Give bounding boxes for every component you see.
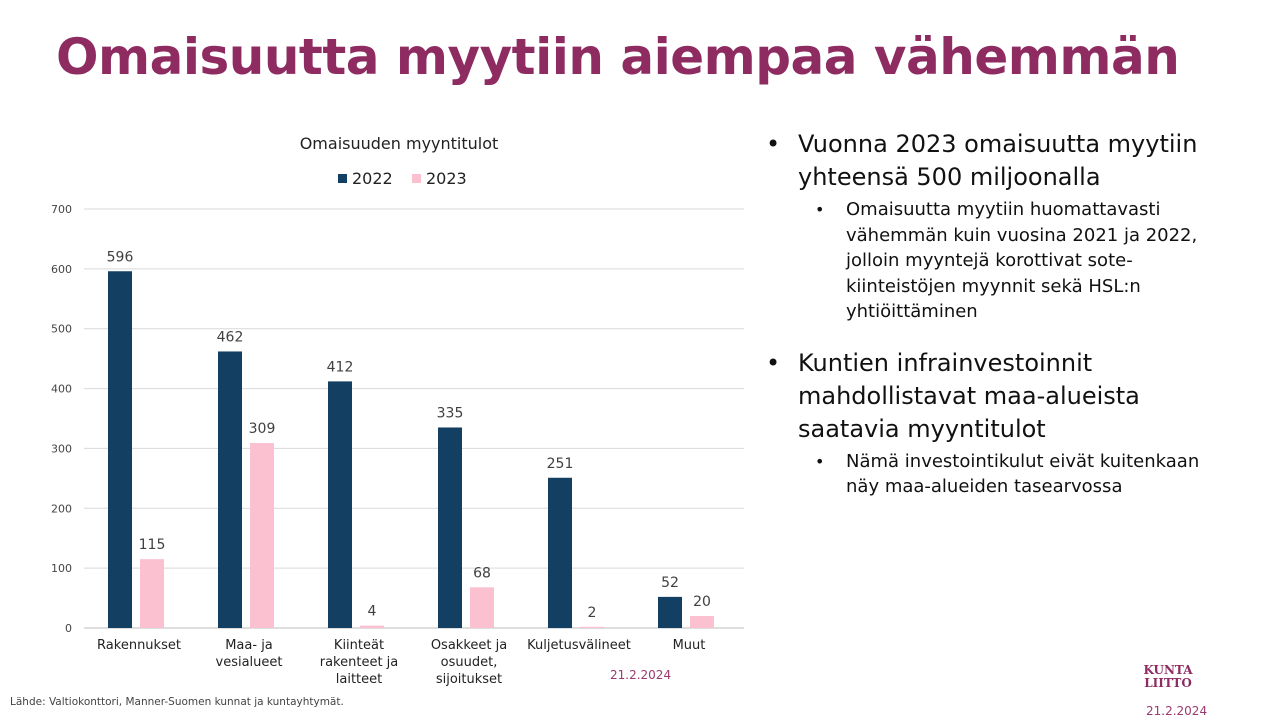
kuntaliitto-logo <box>1132 662 1204 692</box>
legend-label-2023: 2023 <box>426 169 467 188</box>
bullet-main-2 <box>762 347 1232 446</box>
x-tick-label: rakenteet ja <box>319 655 399 670</box>
bar-2022 <box>328 381 352 628</box>
bar-2023 <box>250 443 274 628</box>
legend-swatch-2022 <box>338 174 347 183</box>
bar-2023 <box>580 627 604 628</box>
y-tick-label: 700 <box>51 203 72 216</box>
data-label-2022: 412 <box>326 359 354 376</box>
data-label-2022: 52 <box>661 574 679 591</box>
y-tick-label: 500 <box>51 322 72 336</box>
x-tick-label: sijoitukset <box>435 672 503 687</box>
data-label-2022: 462 <box>216 329 244 346</box>
y-tick-label: 100 <box>51 562 72 576</box>
x-tick-label: Kiinteät <box>333 638 385 653</box>
bullet-main-2-text: Kuntien infrainvestoinnit mahdollistavat maa-alueista saatavia myyntitulot <box>798 348 1140 443</box>
y-tick-label: 0 <box>65 622 72 635</box>
data-label-2023: 68 <box>473 565 491 582</box>
slide-title: Omaisuutta myytiin aiempaa vähemmän <box>56 28 1180 86</box>
bullet-sub-1-text: Omaisuutta myytiin huomattavasti vähemmän kuin vuosina 2021 ja 2022, jolloin myyntejä korottivat sote-kiinteistöjen myynnit sekä HSL:n yhtiöittäminen <box>846 199 1198 322</box>
y-tick-label: 400 <box>51 382 72 396</box>
x-tick-label: Maa- ja <box>225 638 273 653</box>
bullet-dot-icon: • <box>815 200 825 219</box>
bullet-dot-icon: • <box>766 348 781 377</box>
source-note: Lähde: Valtiokonttori, Manner-Suomen kunnat ja kuntayhtymät. <box>10 696 344 708</box>
footer-date: 21.2.2024 <box>1146 704 1208 718</box>
data-label-2022: 335 <box>436 405 464 422</box>
bullet-sub-1 <box>762 197 1232 325</box>
bullet-sub-2 <box>762 449 1232 500</box>
bar-2023 <box>690 616 714 628</box>
bullet-main-1-text: Vuonna 2023 omaisuutta myytiin yhteensä 500 miljoonalla <box>798 130 1198 191</box>
x-tick-label: Rakennukset <box>97 638 181 653</box>
x-tick-label: laitteet <box>335 672 383 687</box>
y-tick-label: 200 <box>51 502 72 516</box>
bullet-list <box>762 128 1232 500</box>
bar-2022 <box>108 271 132 628</box>
x-tick-label: vesialueet <box>215 655 283 670</box>
legend-label-2022: 2022 <box>352 169 393 188</box>
x-tick-label: Muut <box>672 638 706 653</box>
logo-line-1: KUNTA <box>1143 663 1193 677</box>
data-label-2023: 2 <box>587 604 597 621</box>
data-label-2023: 20 <box>693 594 711 611</box>
x-tick-label: osuudet, <box>440 655 498 670</box>
logo-line-2: LIITTO <box>1144 676 1192 690</box>
data-label-2023: 4 <box>367 603 377 620</box>
bar-2022 <box>438 427 462 628</box>
data-label-2023: 115 <box>138 537 166 554</box>
data-label-2022: 596 <box>106 249 134 266</box>
data-label-2023: 309 <box>248 421 276 438</box>
bar-2022 <box>218 351 242 628</box>
bar-2022 <box>658 597 682 628</box>
legend-swatch-2023 <box>412 174 421 183</box>
y-tick-label: 600 <box>51 262 72 276</box>
bullet-sub-2-text: Nämä investointikulut eivät kuitenkaan näy maa-alueiden tasearvossa <box>846 450 1200 497</box>
bullet-dot-icon: • <box>815 451 825 471</box>
date-label: 21.2.2024 <box>610 668 672 682</box>
y-tick-label: 300 <box>51 442 72 456</box>
chart-title: Omaisuuden myyntitulot <box>299 134 499 153</box>
bar-2022 <box>548 478 572 628</box>
x-tick-label: Osakkeet ja <box>430 638 508 653</box>
data-label-2022: 251 <box>546 455 574 472</box>
bar-2023 <box>470 587 494 628</box>
bullet-main-1 <box>762 128 1232 194</box>
bar-2023 <box>140 559 164 628</box>
bar-2023 <box>360 626 384 628</box>
sales-revenue-chart <box>0 118 760 698</box>
x-tick-label: Kuljetusvälineet <box>527 638 631 653</box>
bullet-dot-icon: • <box>766 130 781 158</box>
